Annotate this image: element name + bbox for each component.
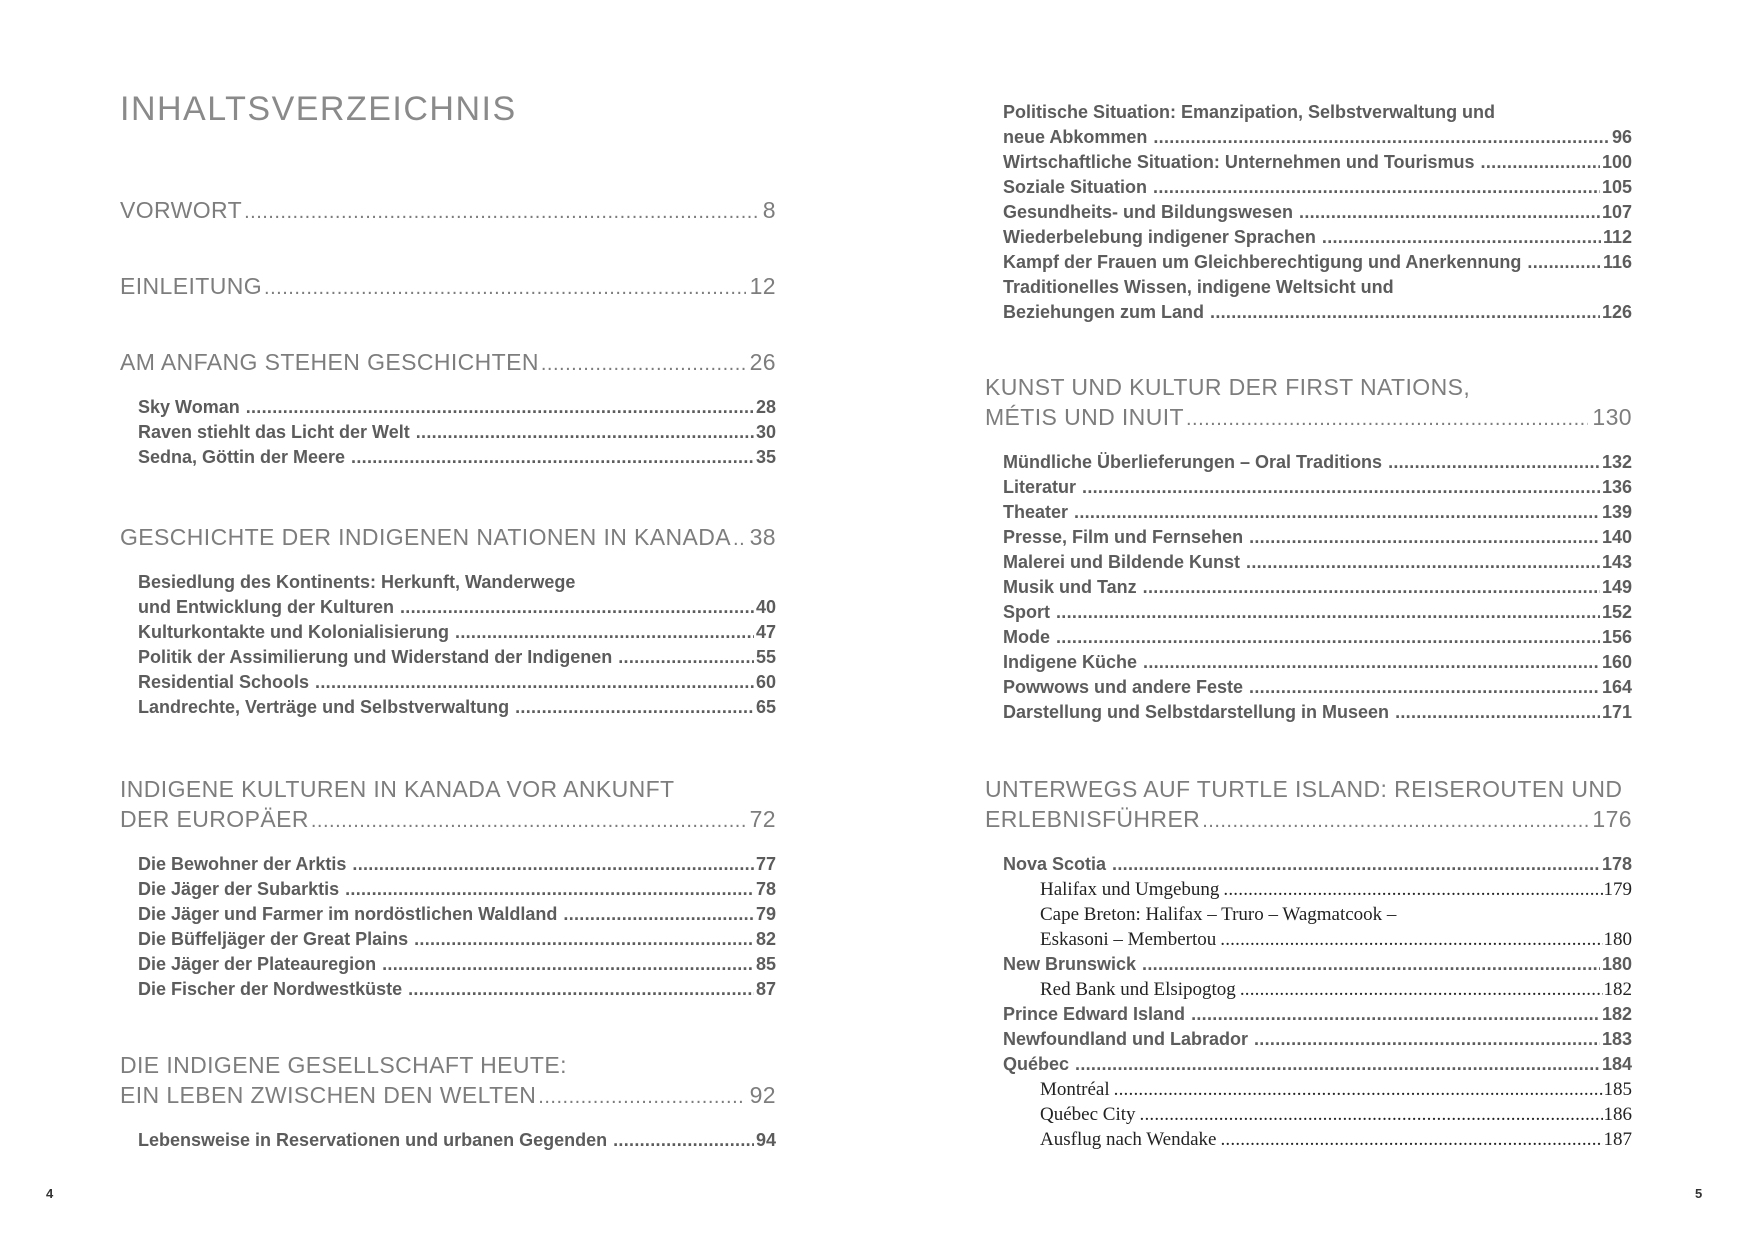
toc-section [985,372,1632,725]
leader-dots [244,197,759,227]
section-title: AM ANFANG STEHEN GESCHICHTEN [120,349,539,375]
leader-dots [311,806,746,836]
toc-entry[interactable]: Sky Woman ..... 28 [138,395,776,420]
toc-entry[interactable]: Die Büffeljäger der Great Plains ..... 82 [138,927,776,952]
toc-entry[interactable]: Indigene Küche ..... 160 [1003,650,1632,675]
section-items [120,395,776,470]
section-heading[interactable] [120,1050,776,1112]
toc-subentry[interactable]: Ausflug nach Wendake ..... 187 [1003,1127,1632,1152]
continued-items [1003,100,1632,325]
leader-dots [733,524,746,554]
section-items [120,852,776,1002]
section-heading[interactable] [120,522,776,554]
toc-entry[interactable]: Die Jäger der Subarktis ..... 78 [138,877,776,902]
toc-subentry[interactable]: Halifax und Umgebung ..... 179 [1003,877,1632,902]
section-title: DIE INDIGENE GESELLSCHAFT HEUTE: [120,1052,567,1078]
toc-entry[interactable]: Kulturkontakte und Kolonialisierung ..... 47 [138,620,776,645]
leader-dots [1186,404,1588,434]
page-number: 5 [1695,1186,1703,1201]
section-heading[interactable] [985,774,1632,836]
section-page: 72 [749,806,776,832]
page-number: 4 [46,1186,54,1201]
section-title: UNTERWEGS AUF TURTLE ISLAND: REISEROUTEN UND [985,776,1623,802]
toc-subentry[interactable]: Eskasoni – Membertou ..... 180 [1003,927,1632,952]
toc-entry[interactable]: Residential Schools ..... 60 [138,670,776,695]
section-page: 92 [749,1082,776,1108]
toc-entry[interactable]: Die Fischer der Nordwestküste ..... 87 [138,977,776,1002]
toc-entry[interactable]: Politik der Assimilierung und Widerstand der Indigenen ..... 55 [138,645,776,670]
section-heading[interactable] [120,347,776,379]
leader-dots [264,273,746,303]
toc-entry[interactable]: Prince Edward Island ..... 182 [1003,1002,1632,1027]
section-items [120,570,776,720]
toc-section [985,774,1632,1152]
toc-entry[interactable]: Die Jäger und Farmer im nordöstlichen Waldland ..... 79 [138,902,776,927]
toc-subentry-line: Cape Breton: Halifax – Truro – Wagmatcook – [1040,904,1397,925]
toc-section [120,522,776,720]
toc-entry[interactable]: Kampf der Frauen um Gleichberechtigung und Anerkennung ..... 116 [1003,250,1632,275]
toc-entry[interactable]: Malerei und Bildende Kunst ..... 143 [1003,550,1632,575]
section-page: 26 [749,349,776,375]
section-title: ERLEBNISFÜHRER [985,806,1201,832]
section-page: 8 [762,197,776,223]
toc-entry[interactable]: Darstellung und Selbstdarstellung in Museen ..... 171 [1003,700,1632,725]
toc-title: INHALTSVERZEICHNIS [120,90,517,128]
toc-entry[interactable]: Landrechte, Verträge und Selbstverwaltung ..... 65 [138,695,776,720]
section-page: 12 [749,273,776,299]
section-page: 130 [1592,404,1632,430]
section-items [985,450,1632,725]
toc-entry[interactable]: Musik und Tanz ..... 149 [1003,575,1632,600]
toc-entry[interactable]: Newfoundland und Labrador ..... 183 [1003,1027,1632,1052]
toc-entry[interactable]: Die Bewohner der Arktis ..... 77 [138,852,776,877]
section-title: EIN LEBEN ZWISCHEN DEN WELTEN [120,1082,537,1108]
section-items [985,852,1632,1152]
leader-dots [1202,806,1588,836]
toc-entry[interactable]: Raven stiehlt das Licht der Welt ..... 30 [138,420,776,445]
toc-entry[interactable]: und Entwicklung der Kulturen ..... 40 [138,595,776,620]
section-page: 38 [749,524,776,550]
toc-entry[interactable]: Mode ..... 156 [1003,625,1632,650]
toc-entry[interactable]: Sedna, Göttin der Meere ..... 35 [138,445,776,470]
toc-entry[interactable]: Literatur ..... 136 [1003,475,1632,500]
toc-entry[interactable]: Wiederbelebung indigener Sprachen ..... 112 [1003,225,1632,250]
toc-entry[interactable]: Presse, Film und Fernsehen ..... 140 [1003,525,1632,550]
toc-entry[interactable]: Soziale Situation ..... 105 [1003,175,1632,200]
toc-section [120,347,776,470]
toc-section [120,1050,776,1153]
toc-entry[interactable]: Lebensweise in Reservationen und urbanen Gegenden ..... 94 [138,1128,776,1153]
section-heading[interactable] [120,195,776,227]
section-title: EINLEITUNG [120,273,263,299]
toc-entry-line: Traditionelles Wissen, indigene Weltsicht und [1003,277,1394,297]
toc-subentry[interactable]: Red Bank und Elsipogtog ..... 182 [1003,977,1632,1002]
toc-entry-line: Besiedlung des Kontinents: Herkunft, Wanderwege [138,572,576,592]
toc-entry[interactable]: neue Abkommen ..... 96 [1003,125,1632,150]
section-title: MÉTIS UND INUIT [985,404,1184,430]
section-page: 176 [1592,806,1632,832]
toc-entry[interactable]: Sport ..... 152 [1003,600,1632,625]
section-title: GESCHICHTE DER INDIGENEN NATIONEN IN KANADA [120,524,732,550]
toc-section [120,774,776,1002]
toc-entry-line: Politische Situation: Emanzipation, Selbstverwaltung und [1003,102,1496,122]
toc-entry[interactable]: Mündliche Überlieferungen – Oral Traditions ..... 132 [1003,450,1632,475]
toc-section [120,271,776,303]
toc-subentry[interactable]: Montréal ..... 185 [1003,1077,1632,1102]
section-title: DER EUROPÄER [120,806,309,832]
leader-dots [538,1082,745,1112]
section-heading[interactable] [985,372,1632,434]
toc-entry[interactable]: Die Jäger der Plateauregion ..... 85 [138,952,776,977]
section-items [120,1128,776,1153]
leader-dots [541,349,746,379]
toc-entry[interactable]: Beziehungen zum Land ..... 126 [1003,300,1632,325]
section-title: VORWORT [120,197,243,223]
toc-entry[interactable]: Wirtschaftliche Situation: Unternehmen und Tourismus ..... 100 [1003,150,1632,175]
section-heading[interactable] [120,774,776,836]
toc-entry[interactable]: Québec ..... 184 [1003,1052,1632,1077]
toc-subentry[interactable]: Québec City ..... 186 [1003,1102,1632,1127]
toc-entry[interactable]: Powwows und andere Feste ..... 164 [1003,675,1632,700]
section-title: KUNST UND KULTUR DER FIRST NATIONS, [985,374,1471,400]
section-heading[interactable] [120,271,776,303]
toc-entry[interactable]: Gesundheits- und Bildungswesen ..... 107 [1003,200,1632,225]
section-title: INDIGENE KULTUREN IN KANADA VOR ANKUNFT [120,776,675,802]
toc-entry[interactable]: Nova Scotia ..... 178 [1003,852,1632,877]
toc-section [120,195,776,227]
toc-entry[interactable]: New Brunswick ..... 180 [1003,952,1632,977]
toc-entry[interactable]: Theater ..... 139 [1003,500,1632,525]
